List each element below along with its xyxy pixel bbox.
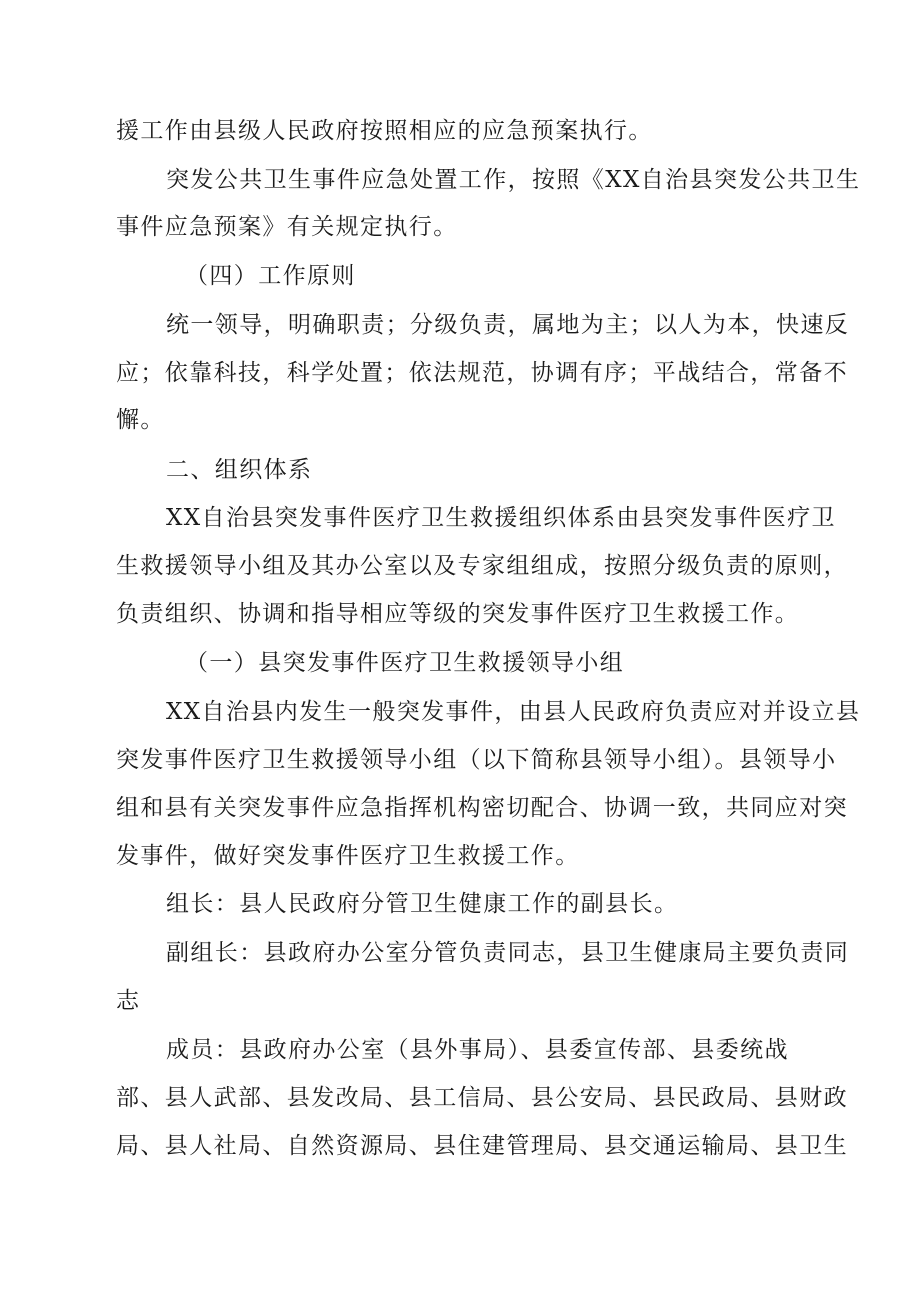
text-line: 突发公共卫生事件应急处置工作，按照《XX自治县突发公共卫生 [166,167,861,193]
text-line: 统一领导，明确职责；分级负责，属地为主；以人为本，快速反 [166,312,850,338]
text-line: 部、县人武部、县发改局、县工信局、县公安局、县民政局、县财政 [116,1085,848,1111]
text-line: 生救援领导小组及其办公室以及专家组组成，按照分级负责的原则， [116,553,848,579]
text-line: 副组长：县政府办公室分管负责同志，县卫生健康局主要负责同 [166,940,850,966]
text-line: 组长：县人民政府分管卫生健康工作的副县长。 [166,891,679,917]
text-line: 突发事件医疗卫生救援领导小组（以下简称县领导小组）。县领导小 [116,747,837,773]
section-heading: （一）县突发事件医疗卫生救援领导小组 [185,650,625,676]
section-heading: 二、组织体系 [166,457,313,483]
text-line: 负责组织、协调和指导相应等级的突发事件医疗卫生救援工作。 [116,601,800,627]
text-line: 局、县人社局、自然资源局、县住建管理局、县交通运输局、县卫生 [116,1133,848,1159]
text-line: 应；依靠科技，科学处置；依法规范，协调有序；平战结合，常备不 [116,360,848,386]
section-heading: （四）工作原则 [185,263,356,289]
text-line: XX自治县突发事件医疗卫生救援组织体系由县突发事件医疗卫 [166,505,836,531]
text-line: 懈。 [116,407,165,433]
text-line: 发事件，做好突发事件医疗卫生救援工作。 [116,843,580,869]
text-line: 援工作由县级人民政府按照相应的应急预案执行。 [116,118,653,144]
text-line: 志 [116,988,141,1014]
text-line: 组和县有关突发事件应急指挥机构密切配合、协调一致，共同应对突 [116,795,848,821]
text-line: XX自治县内发生一般突发事件，由县人民政府负责应对并设立县 [166,699,861,725]
text-line: 成员：县政府办公室（县外事局）、县委宣传部、县委统战 [166,1037,789,1063]
text-line: 事件应急预案》有关规定执行。 [116,214,458,240]
